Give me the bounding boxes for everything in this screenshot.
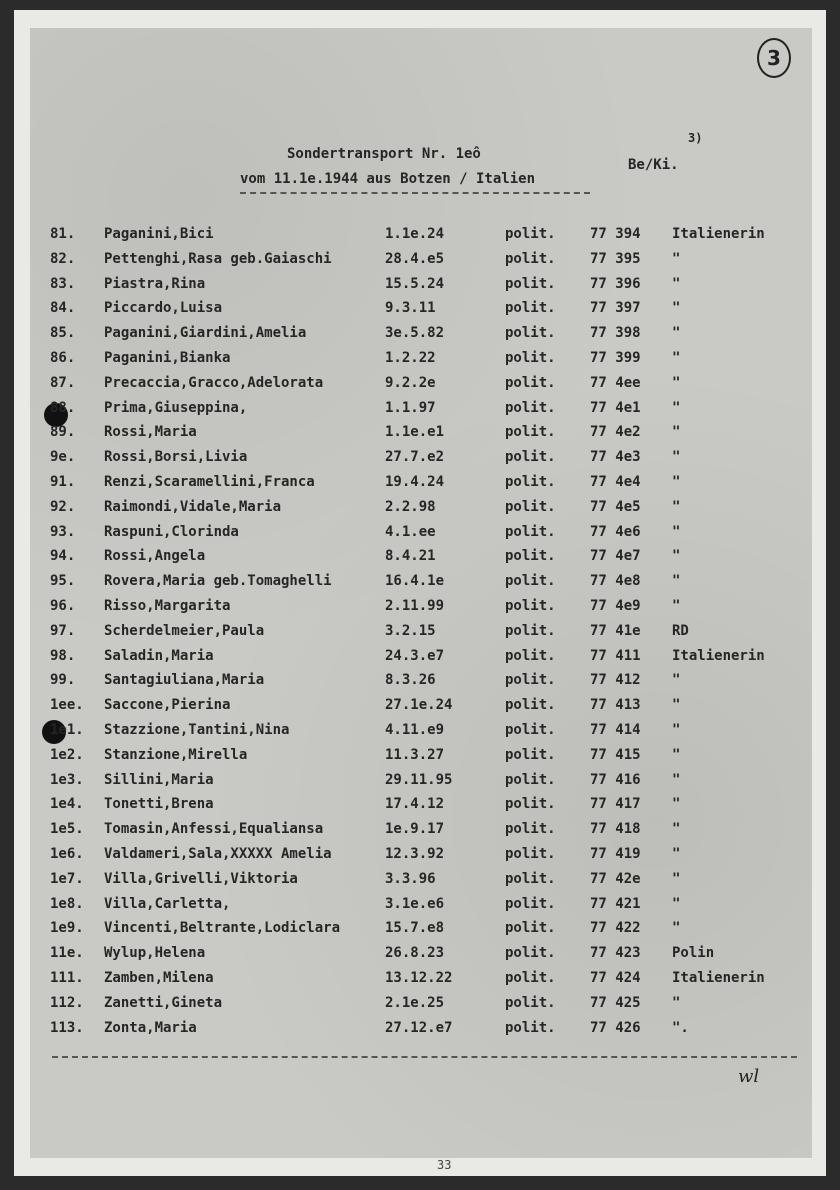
list-row bbox=[0, 648, 840, 672]
entry-number: 9e. bbox=[50, 449, 76, 466]
prisoner-name: Stanzione,Mirella bbox=[104, 746, 248, 763]
nationality: " bbox=[672, 771, 681, 788]
prisoner-name: Saladin,Maria bbox=[104, 647, 214, 664]
entry-number: 86. bbox=[50, 350, 76, 366]
birth-date: 1.1e.24 bbox=[385, 226, 445, 242]
category: polit. bbox=[505, 449, 556, 466]
list-row bbox=[0, 276, 840, 300]
list-row bbox=[0, 424, 840, 448]
category: polit. bbox=[505, 920, 556, 937]
nationality: " bbox=[672, 598, 681, 614]
prisoner-number: 77 422 bbox=[590, 920, 641, 937]
list-row bbox=[0, 747, 840, 771]
list-row bbox=[0, 548, 840, 572]
entry-number: 91. bbox=[50, 474, 76, 490]
birth-date: 27.12.e7 bbox=[385, 1019, 453, 1036]
category: polit. bbox=[505, 697, 556, 714]
entry-number: 87. bbox=[50, 374, 76, 391]
prisoner-number: 77 397 bbox=[590, 300, 641, 317]
prisoner-name: Tomasin,Anfessi,Equaliansa bbox=[104, 821, 324, 838]
prisoner-number: 77 421 bbox=[590, 895, 641, 912]
nationality: " bbox=[672, 672, 681, 689]
prisoner-number: 77 416 bbox=[590, 771, 641, 788]
prisoner-name: Valdameri,Sala,XXXXX Amelia bbox=[104, 846, 332, 862]
list-row bbox=[0, 697, 840, 721]
birth-date: 15.5.24 bbox=[385, 275, 445, 292]
category: polit. bbox=[505, 821, 556, 838]
birth-date: 2.2.98 bbox=[385, 498, 436, 515]
entry-number: 81. bbox=[50, 226, 76, 242]
list-row bbox=[0, 598, 840, 622]
birth-date: 3.2.15 bbox=[385, 622, 436, 639]
category: polit. bbox=[505, 994, 556, 1011]
prisoner-name: Zanetti,Gineta bbox=[104, 994, 223, 1011]
prisoner-name: Villa,Carletta, bbox=[104, 895, 231, 912]
nationality: " bbox=[672, 374, 681, 391]
birth-date: 27.7.e2 bbox=[385, 449, 445, 466]
list-row bbox=[0, 300, 840, 324]
nationality: " bbox=[672, 920, 681, 937]
prisoner-name: Zamben,Milena bbox=[104, 970, 214, 986]
prisoner-number: 77 425 bbox=[590, 994, 641, 1011]
nationality: " bbox=[672, 895, 681, 912]
reference-code: Be/Ki. bbox=[628, 157, 679, 173]
birth-date: 1.1e.e1 bbox=[385, 424, 445, 441]
prisoner-number: 77 394 bbox=[590, 226, 641, 242]
nationality: " bbox=[672, 821, 681, 838]
list-row bbox=[0, 995, 840, 1019]
list-row bbox=[0, 449, 840, 473]
birth-date: 4.11.e9 bbox=[385, 722, 445, 738]
birth-date: 12.3.92 bbox=[385, 846, 445, 862]
nationality: Italienerin bbox=[672, 647, 765, 664]
birth-date: 2.11.99 bbox=[385, 598, 445, 614]
page-number: 3 bbox=[757, 38, 791, 78]
entry-number: 83. bbox=[50, 275, 76, 292]
category: polit. bbox=[505, 573, 556, 590]
list-row bbox=[0, 722, 840, 746]
prisoner-name: Paganini,Giardini,Amelia bbox=[104, 325, 307, 342]
list-row bbox=[0, 896, 840, 920]
category: polit. bbox=[505, 672, 556, 689]
entry-number: 84. bbox=[50, 300, 76, 317]
prisoner-number: 77 419 bbox=[590, 846, 641, 862]
nationality: " bbox=[672, 573, 681, 590]
prisoner-number: 77 4e6 bbox=[590, 523, 641, 540]
category: polit. bbox=[505, 945, 556, 962]
entry-number: 82. bbox=[50, 250, 76, 267]
prisoner-number: 77 4e3 bbox=[590, 449, 641, 466]
entry-number: 1e2. bbox=[50, 746, 84, 763]
list-row bbox=[0, 375, 840, 399]
prisoner-number: 77 4e1 bbox=[590, 399, 641, 416]
entry-number: 95. bbox=[50, 573, 76, 590]
list-row bbox=[0, 970, 840, 994]
list-row bbox=[0, 1020, 840, 1044]
category: polit. bbox=[505, 275, 556, 292]
list-row bbox=[0, 325, 840, 349]
prisoner-number: 77 413 bbox=[590, 697, 641, 714]
birth-date: 1e.9.17 bbox=[385, 821, 445, 838]
category: polit. bbox=[505, 622, 556, 639]
list-row bbox=[0, 945, 840, 969]
prisoner-number: 77 41e bbox=[590, 622, 641, 639]
entry-number: 11e. bbox=[50, 945, 84, 962]
birth-date: 3.1e.e6 bbox=[385, 895, 445, 912]
nationality: " bbox=[672, 796, 681, 813]
list-row bbox=[0, 226, 840, 250]
nationality: " bbox=[672, 474, 681, 490]
prisoner-name: Raspuni,Clorinda bbox=[104, 523, 239, 540]
nationality: " bbox=[672, 325, 681, 342]
birth-date: 17.4.12 bbox=[385, 796, 445, 813]
list-row bbox=[0, 524, 840, 548]
prisoner-name: Tonetti,Brena bbox=[104, 796, 214, 813]
nationality: " bbox=[672, 498, 681, 515]
birth-date: 26.8.23 bbox=[385, 945, 445, 962]
birth-date: 1.2.22 bbox=[385, 350, 436, 366]
nationality: Italienerin bbox=[672, 226, 765, 242]
prisoner-number: 77 415 bbox=[590, 746, 641, 763]
prisoner-number: 77 398 bbox=[590, 325, 641, 342]
category: polit. bbox=[505, 374, 556, 391]
category: polit. bbox=[505, 250, 556, 267]
category: polit. bbox=[505, 325, 556, 342]
prisoner-number: 77 4ee bbox=[590, 374, 641, 391]
prisoner-number: 77 426 bbox=[590, 1019, 641, 1036]
category: polit. bbox=[505, 548, 556, 565]
nationality: Polin bbox=[672, 945, 715, 962]
prisoner-number: 77 42e bbox=[590, 870, 641, 887]
category: polit. bbox=[505, 870, 556, 887]
list-row bbox=[0, 672, 840, 696]
list-row bbox=[0, 573, 840, 597]
prisoner-name: Rossi,Angela bbox=[104, 548, 206, 565]
birth-date: 9.3.11 bbox=[385, 300, 436, 317]
prisoner-number: 77 414 bbox=[590, 722, 641, 738]
category: polit. bbox=[505, 300, 556, 317]
entry-number: 88. bbox=[50, 399, 76, 416]
category: polit. bbox=[505, 399, 556, 416]
nationality: " bbox=[672, 746, 681, 763]
birth-date: 8.3.26 bbox=[385, 672, 436, 689]
entry-number: 98. bbox=[50, 647, 76, 664]
prisoner-name: Sillini,Maria bbox=[104, 771, 214, 788]
nationality: " bbox=[672, 350, 681, 366]
category: polit. bbox=[505, 498, 556, 515]
category: polit. bbox=[505, 523, 556, 540]
prisoner-number: 77 396 bbox=[590, 275, 641, 292]
prisoner-name: Prima,Giuseppina, bbox=[104, 399, 248, 416]
prisoner-name: Pettenghi,Rasa geb.Gaiaschi bbox=[104, 250, 332, 267]
entry-number: 97. bbox=[50, 622, 76, 639]
birth-date: 16.4.1e bbox=[385, 573, 445, 590]
nationality: " bbox=[672, 449, 681, 466]
prisoner-number: 77 418 bbox=[590, 821, 641, 838]
nationality: " bbox=[672, 399, 681, 416]
list-row bbox=[0, 474, 840, 498]
nationality: " bbox=[672, 300, 681, 317]
prisoner-name: Stazzione,Tantini,Nina bbox=[104, 722, 290, 738]
category: polit. bbox=[505, 350, 556, 366]
birth-date: 1.1.97 bbox=[385, 399, 436, 416]
entry-number: 92. bbox=[50, 498, 76, 515]
prisoner-name: Saccone,Pierina bbox=[104, 697, 231, 714]
entry-number: 89. bbox=[50, 424, 76, 441]
entry-number: 1e6. bbox=[50, 846, 84, 862]
nationality: " bbox=[672, 250, 681, 267]
prisoner-name: Scherdelmeier,Paula bbox=[104, 622, 265, 639]
prisoner-name: Rovera,Maria geb.Tomaghelli bbox=[104, 573, 332, 590]
birth-date: 28.4.e5 bbox=[385, 250, 445, 267]
category: polit. bbox=[505, 970, 556, 986]
category: polit. bbox=[505, 647, 556, 664]
birth-date: 3e.5.82 bbox=[385, 325, 445, 342]
nationality: " bbox=[672, 548, 681, 565]
entry-number: 1e8. bbox=[50, 895, 84, 912]
archive-number: 33 bbox=[437, 1158, 452, 1172]
list-row bbox=[0, 499, 840, 523]
prisoner-number: 77 4e7 bbox=[590, 548, 641, 565]
birth-date: 29.11.95 bbox=[385, 771, 453, 788]
list-row bbox=[0, 772, 840, 796]
prisoner-name: Zonta,Maria bbox=[104, 1019, 197, 1036]
birth-date: 15.7.e8 bbox=[385, 920, 445, 937]
list-row bbox=[0, 350, 840, 374]
list-row bbox=[0, 846, 840, 870]
nationality: RD bbox=[672, 622, 689, 639]
birth-date: 4.1.ee bbox=[385, 523, 436, 540]
nationality: " bbox=[672, 846, 681, 862]
entry-number: 1e9. bbox=[50, 920, 84, 937]
document-subtitle: vom 11.1e.1944 aus Botzen / Italien bbox=[240, 171, 536, 187]
entry-number: 111. bbox=[50, 970, 84, 986]
prisoner-name: Piastra,Rina bbox=[104, 275, 206, 292]
prisoner-number: 77 417 bbox=[590, 796, 641, 813]
category: polit. bbox=[505, 796, 556, 813]
prisoner-name: Rossi,Borsi,Livia bbox=[104, 449, 248, 466]
prisoner-name: Vincenti,Beltrante,Lodiclara bbox=[104, 920, 341, 937]
handwritten-initials: wl bbox=[738, 1066, 760, 1087]
birth-date: 13.12.22 bbox=[385, 970, 453, 986]
category: polit. bbox=[505, 722, 556, 738]
list-row bbox=[0, 871, 840, 895]
category: polit. bbox=[505, 424, 556, 441]
nationality: " bbox=[672, 722, 681, 738]
prisoner-name: Raimondi,Vidale,Maria bbox=[104, 498, 282, 515]
nationality: ". bbox=[672, 1019, 689, 1036]
prisoner-number: 77 4e2 bbox=[590, 424, 641, 441]
prisoner-number: 77 395 bbox=[590, 250, 641, 267]
prisoner-number: 77 4e9 bbox=[590, 598, 641, 614]
birth-date: 11.3.27 bbox=[385, 746, 445, 763]
list-row bbox=[0, 821, 840, 845]
prisoner-number: 77 423 bbox=[590, 945, 641, 962]
footer-divider bbox=[52, 1056, 797, 1058]
prisoner-name: Risso,Margarita bbox=[104, 598, 231, 614]
prisoner-number: 77 4e4 bbox=[590, 474, 641, 490]
birth-date: 3.3.96 bbox=[385, 870, 436, 887]
nationality: Italienerin bbox=[672, 970, 765, 986]
corner-mark: 3) bbox=[688, 131, 703, 145]
birth-date: 8.4.21 bbox=[385, 548, 436, 565]
category: polit. bbox=[505, 1019, 556, 1036]
category: polit. bbox=[505, 846, 556, 862]
prisoner-name: Piccardo,Luisa bbox=[104, 300, 223, 317]
category: polit. bbox=[505, 226, 556, 242]
header-divider bbox=[240, 192, 590, 194]
birth-date: 2.1e.25 bbox=[385, 994, 445, 1011]
prisoner-number: 77 412 bbox=[590, 672, 641, 689]
prisoner-name: Villa,Grivelli,Viktoria bbox=[104, 870, 298, 887]
list-row bbox=[0, 623, 840, 647]
category: polit. bbox=[505, 895, 556, 912]
entry-number: 1e7. bbox=[50, 870, 84, 887]
prisoner-number: 77 411 bbox=[590, 647, 641, 664]
list-row bbox=[0, 796, 840, 820]
prisoner-name: Renzi,Scaramellini,Franca bbox=[104, 474, 315, 490]
entry-number: 1ee. bbox=[50, 697, 84, 714]
list-row bbox=[0, 251, 840, 275]
entry-number: 1e3. bbox=[50, 771, 84, 788]
prisoner-name: Paganini,Bici bbox=[104, 226, 214, 242]
list-row bbox=[0, 400, 840, 424]
category: polit. bbox=[505, 746, 556, 763]
document-title: Sondertransport Nr. 1eô bbox=[287, 146, 481, 162]
prisoner-name: Rossi,Maria bbox=[104, 424, 197, 441]
nationality: " bbox=[672, 523, 681, 540]
entry-number: 96. bbox=[50, 598, 76, 614]
nationality: " bbox=[672, 870, 681, 887]
category: polit. bbox=[505, 474, 556, 490]
prisoner-number: 77 4e8 bbox=[590, 573, 641, 590]
birth-date: 24.3.e7 bbox=[385, 647, 445, 664]
prisoner-name: Santagiuliana,Maria bbox=[104, 672, 265, 689]
entry-number: 113. bbox=[50, 1019, 84, 1036]
nationality: " bbox=[672, 994, 681, 1011]
entry-number: 85. bbox=[50, 325, 76, 342]
prisoner-name: Paganini,Bianka bbox=[104, 350, 231, 366]
category: polit. bbox=[505, 771, 556, 788]
entry-number: 99. bbox=[50, 672, 76, 689]
prisoner-number: 77 424 bbox=[590, 970, 641, 986]
prisoner-number: 77 4e5 bbox=[590, 498, 641, 515]
birth-date: 19.4.24 bbox=[385, 474, 445, 490]
birth-date: 9.2.2e bbox=[385, 374, 436, 391]
category: polit. bbox=[505, 598, 556, 614]
entry-number: 1e5. bbox=[50, 821, 84, 838]
entry-number: 1e4. bbox=[50, 796, 84, 813]
entry-number: 1e1. bbox=[50, 722, 84, 738]
prisoner-number: 77 399 bbox=[590, 350, 641, 366]
prisoner-name: Precaccia,Gracco,Adelorata bbox=[104, 374, 324, 391]
list-row bbox=[0, 920, 840, 944]
entry-number: 112. bbox=[50, 994, 84, 1011]
prisoner-name: Wylup,Helena bbox=[104, 945, 206, 962]
nationality: " bbox=[672, 275, 681, 292]
entry-number: 93. bbox=[50, 523, 76, 540]
nationality: " bbox=[672, 697, 681, 714]
entry-number: 94. bbox=[50, 548, 76, 565]
nationality: " bbox=[672, 424, 681, 441]
birth-date: 27.1e.24 bbox=[385, 697, 453, 714]
